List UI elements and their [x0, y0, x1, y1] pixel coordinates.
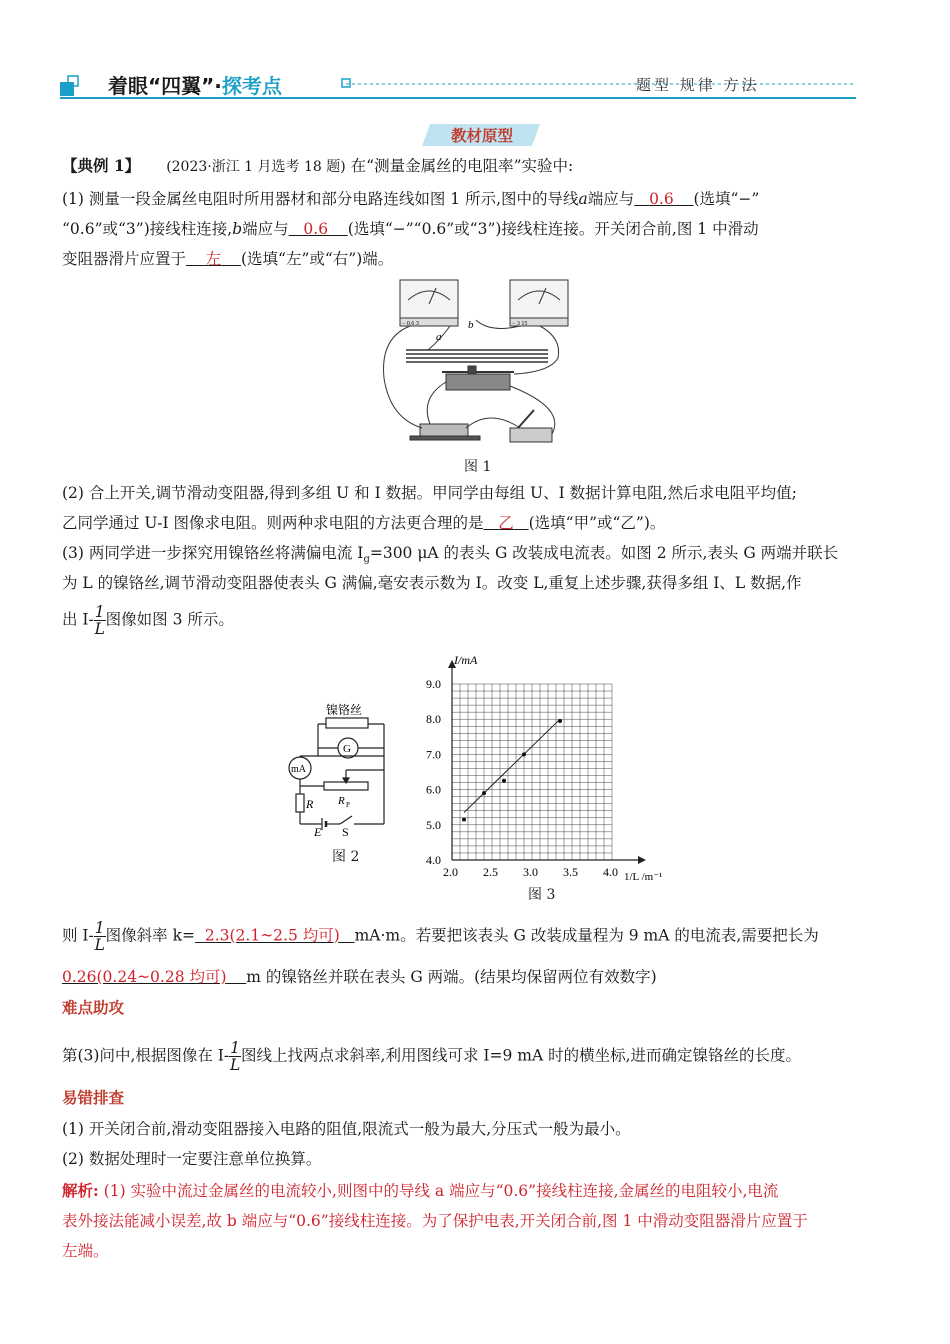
figure-2-caption: 图 2: [332, 849, 360, 865]
q3-line3: 出 I- $\frac{1}{L}$ 图像如图 3 所示。: [62, 603, 234, 638]
svg-text:镍铬丝: 镍铬丝: [326, 703, 363, 717]
y-tick-label: 5.0: [426, 817, 441, 832]
x-tick-label: 2.5: [483, 865, 498, 879]
svg-text:S: S: [342, 825, 349, 839]
svg-text:b: b: [468, 319, 474, 331]
q1-line3: 变阻器滑片应置于 左 (选填“左”或“右”)端。: [62, 250, 394, 268]
x-tick-label: 4.0: [603, 865, 618, 879]
figure-1-apparatus: [370, 278, 580, 456]
resistor-r: [296, 794, 304, 812]
svg-text:G: G: [343, 743, 351, 755]
mistakes-item-1: (1) 开关闭合前,滑动变阻器接入电路的阻值,限流式一般为最大,分压式一般为最小。: [62, 1120, 631, 1138]
answer-slope: 2.3(2.1~2.5 均可): [204, 926, 340, 945]
figure-1-caption: 图 1: [464, 459, 492, 475]
answer-1: 0.6: [649, 190, 674, 208]
answer-q2: 乙: [498, 514, 514, 532]
svg-text:− 3 15: − 3 15: [512, 321, 528, 327]
data-point: [522, 752, 526, 756]
y-tick-label: 6.0: [426, 782, 441, 797]
q1-line2: “0.6”或“3”)接线柱连接,b端应与 0.6 (选填“−”“0.6”或“3”)接线柱连接。开关闭合前,图 1 中滑动: [62, 220, 759, 238]
svg-text:P: P: [346, 801, 350, 809]
data-point: [462, 818, 466, 822]
y-tick-label: 7.0: [426, 747, 441, 762]
difficulty-title: 难点助攻: [62, 999, 125, 1017]
y-axis-label: I/mA: [454, 653, 478, 667]
x-axis-label: 1/L /m⁻¹: [624, 871, 663, 883]
analysis-line2: 表外接法能减小误差,故 b 端应与“0.6”接线柱连接。为了保护电表,开关闭合前,图 1 中滑动变阻器滑片应置于: [62, 1212, 808, 1230]
q3-line2: 为 L 的镍铬丝,调节滑动变阻器使表头 G 满偏,毫安表示数为 I。改变 L,重复上述步骤,获得多组 I、L 数据,作: [62, 574, 802, 592]
header-right-text: 题型 规律 方法: [636, 76, 760, 94]
x-tick-label: 3.5: [563, 865, 578, 879]
svg-text:E: E: [314, 825, 322, 839]
q3-answer-line2: 0.26(0.24~0.28 均可) m 的镍铬丝并联在表头 G 两端。(结果均保留两位有效数字): [62, 968, 657, 986]
data-point: [502, 779, 506, 783]
x-tick-label: 3.0: [523, 865, 538, 879]
figure-2-circuit: [284, 700, 404, 840]
analysis-line3: 左端。: [62, 1242, 109, 1260]
figure-3-caption: 图 3: [528, 887, 556, 903]
q3-line1: (3) 两同学进一步探究用镍铬丝将满偏电流 $I_g=300$ μA 的表头 G 改装成电流表。如图 2 所示,表头 G 两端并联长: [62, 544, 839, 566]
example-intro: 【典例 1】 (2023·浙江 1 月选考 18 题) 在“测量金属丝的电阻率”实验中:: [62, 156, 574, 175]
y-tick-label: 4.0: [426, 853, 441, 867]
figure-3-chart: [420, 650, 670, 900]
svg-text:mA: mA: [291, 764, 306, 775]
x-axis-arrow-icon: [638, 856, 646, 864]
q2-line1: (2) 合上开关,调节滑动变阻器,得到多组 U 和 I 数据。甲同学由每组 U、I 数据计算电阻,然后求电阻平均值;: [62, 484, 797, 502]
x-tick-label: 2.0: [443, 865, 458, 879]
header-square-icon: [60, 82, 74, 96]
mistakes-item-2: (2) 数据处理时一定要注意单位换算。: [62, 1150, 322, 1168]
mistakes-title: 易错排查: [62, 1089, 125, 1107]
difficulty-text: 第(3)问中,根据图像在 I- $\frac{1}{L}$ 图线上找两点求斜率,利用图线可求 I=9 mA 时的横坐标,进而确定镍铬丝的长度。: [62, 1039, 802, 1074]
q3-answer-line1: 则 I- $\frac{1}{L}$ 图像斜率 k= 2.3(2.1~2.5 均可) mA·m。若要把该表头 G 改装成量程为 9 mA 的电流表,需要把长为: [62, 919, 819, 954]
q2-line2: 乙同学通过 U-I 图像求电阻。则两种求电阻的方法更合理的是 乙 (选填“甲”或“乙”)。: [62, 514, 666, 532]
analysis-line1: 解析: (1) 实验中流过金属丝的电流较小,则图中的导线 a 端应与“0.6”接线柱连接,金属丝的电阻较小,电流: [62, 1181, 779, 1200]
svg-text:a: a: [436, 331, 442, 343]
data-point: [482, 791, 486, 795]
answer-2: 0.6: [303, 220, 329, 238]
y-tick-label: 9.0: [426, 677, 441, 691]
y-tick-label: 8.0: [426, 712, 441, 727]
q1-line1: (1) 测量一段金属丝电阻时所用器材和部分电路连线如图 1 所示,图中的导线a端应与 0.6 (选填“−”: [62, 190, 760, 208]
nichrome-wire: [326, 718, 368, 728]
svg-text:R: R: [306, 797, 314, 811]
svg-text:− 0.6 3: − 0.6 3: [402, 321, 419, 327]
section-banner: 教材原型: [450, 127, 513, 145]
svg-text:R: R: [338, 795, 345, 807]
answer-length: 0.26(0.24~0.28 均可): [62, 968, 227, 986]
header-title: 着眼“四翼”·探考点: [108, 74, 282, 98]
answer-3: 左: [205, 250, 222, 268]
data-point: [558, 719, 562, 723]
